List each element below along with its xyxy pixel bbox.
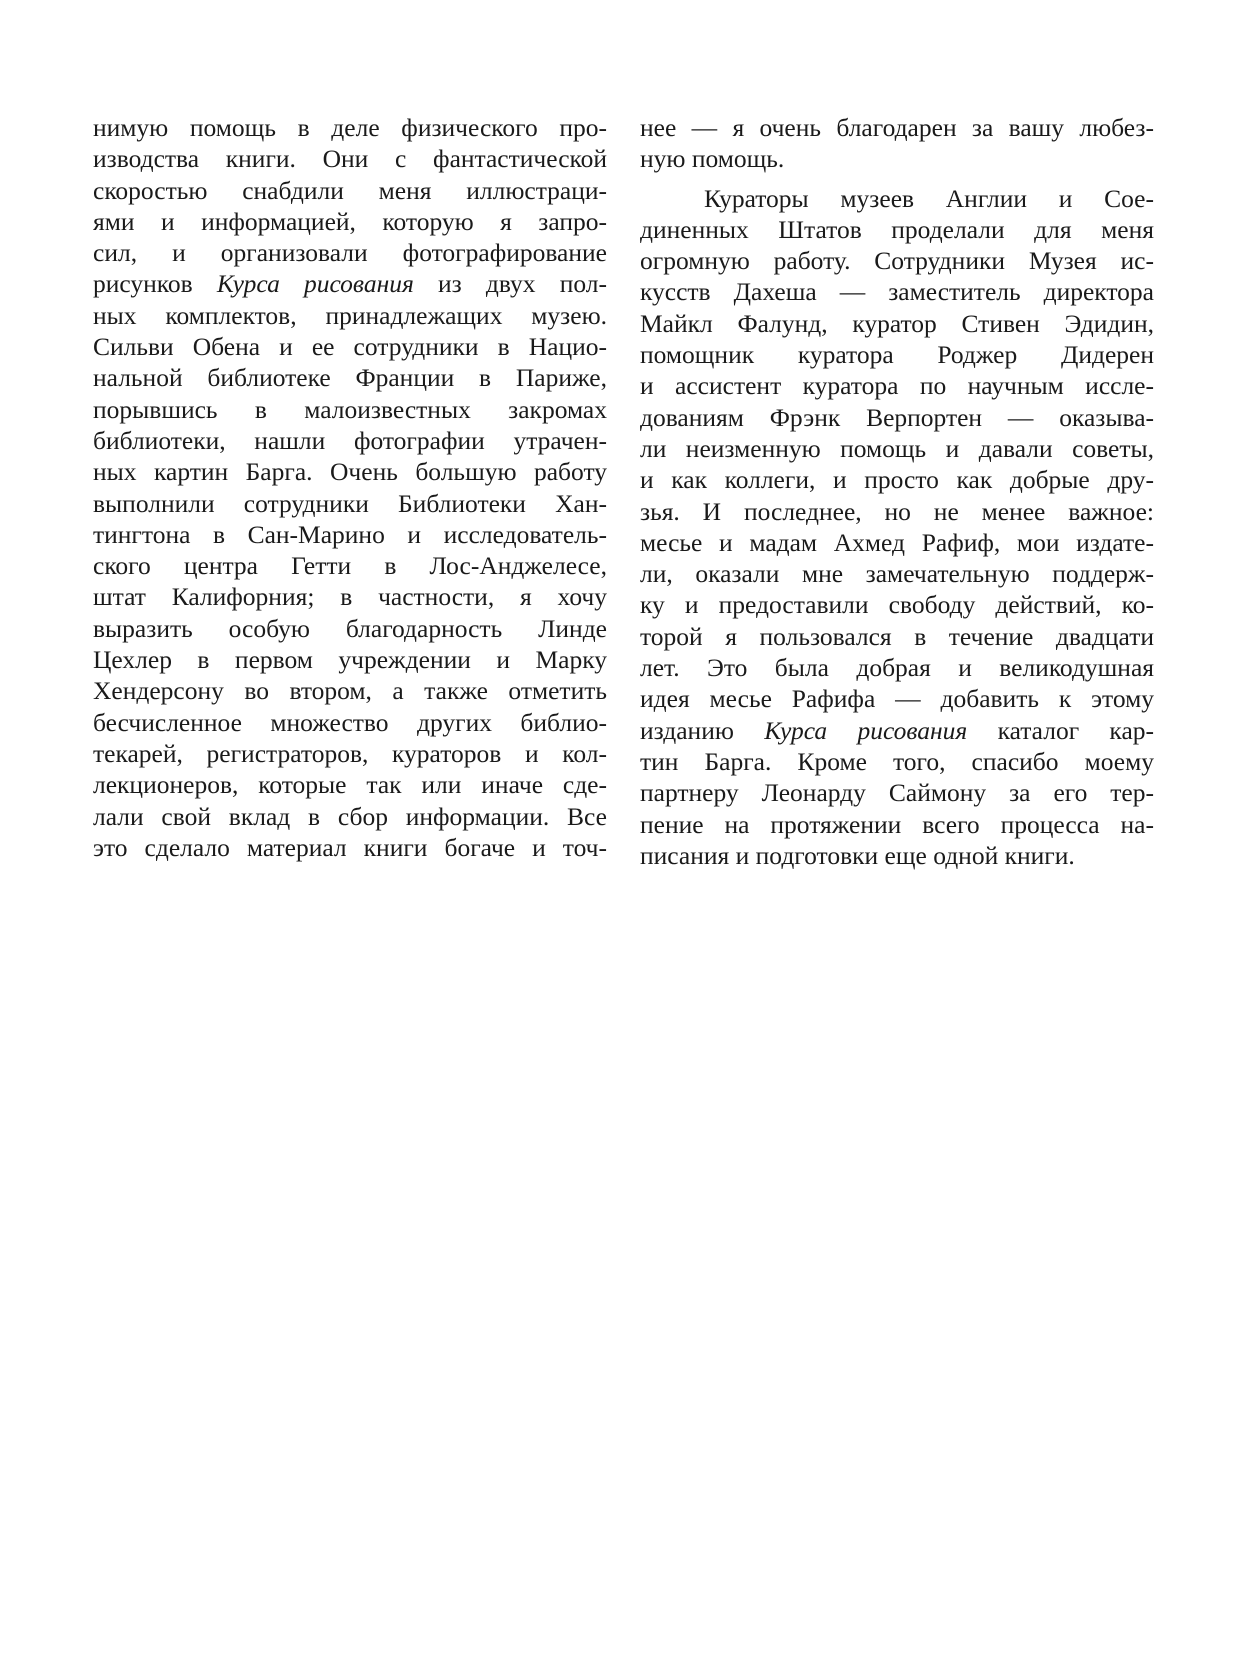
text-line: выполнили сотрудники Библиотеки Хан- [93, 488, 607, 518]
text-line: рисунков Курса рисования из двух пол- [93, 269, 608, 299]
text-line: ли, оказали мне замечательную поддерж- [640, 559, 1154, 589]
text-line: пение на протяжении всего процесса на- [640, 809, 1154, 839]
text-line: скоростью снабдили меня иллюстраци- [93, 175, 607, 205]
text-line: Кураторы музеев Англии и Сое- [704, 183, 1154, 213]
text-line: и ассистент куратора по научным иссле- [640, 371, 1154, 401]
text-line: огромную работу. Сотрудники Музея ис- [640, 246, 1154, 276]
text-line: торой я пользовался в течение двадцати [640, 621, 1154, 651]
text-line: партнеру Леонарду Саймону за его тер- [640, 778, 1154, 808]
text-line: писания и подготовки еще одной книги. [640, 840, 1075, 870]
text-line: сил, и организовали фотографирование [93, 238, 607, 268]
text-line: это сделало материал книги богаче и точ- [93, 832, 607, 862]
text-line: диненных Штатов проделали для меня [640, 214, 1154, 244]
paragraph-gap [640, 175, 1154, 183]
text-line: нальной библиотеке Франции в Париже, [93, 363, 607, 393]
text-line: дованиям Фрэнк Верпортен — оказыва- [640, 402, 1154, 432]
text-line: нее — я очень благодарен за вашу любез- [640, 113, 1154, 142]
text-line: идея месье Рафифа — добавить к этому [640, 684, 1154, 714]
text-line: ную помощь. [640, 144, 785, 174]
text-line: помощник куратора Роджер Дидерен [640, 340, 1154, 370]
text-line: Хендерсону во втором, а также отметить [93, 676, 607, 706]
book-title-italic: Курса рисования [216, 269, 414, 299]
text-line: месье и мадам Ахмед Рафиф, мои издате- [640, 527, 1154, 557]
text-line: лекционеров, которые так или иначе сде- [93, 770, 607, 800]
text-line: ных комплектов, принадлежащих музею. [93, 300, 607, 330]
text-line: нимую помощь в деле физического про- [93, 113, 607, 142]
text-line: порывшись в малоизвестных закромах [93, 394, 607, 424]
text-line: ями и информацией, которую я запро- [93, 206, 607, 236]
text-line: кусств Дахеша — заместитель директора [640, 277, 1154, 307]
text-line: Сильви Обена и ее сотрудники в Нацио- [93, 332, 607, 362]
right-text-column [640, 112, 1154, 871]
text-line: библиотеки, нашли фотографии утрачен- [93, 425, 607, 455]
text-line: текарей, регистраторов, кураторов и кол- [93, 738, 607, 768]
text-line: изданию Курса рисования каталог кар- [640, 715, 1154, 745]
text-line: зья. И последнее, но не менее важное: [640, 496, 1154, 526]
book-title-italic: Курса рисования [764, 715, 968, 745]
text-line: выразить особую благодарность Линде [93, 613, 607, 643]
text-line: ли неизменную помощь и давали советы, [640, 433, 1154, 463]
text-line: лали свой вклад в сбор информации. Все [93, 801, 607, 831]
text-line: тин Барга. Кроме того, спасибо моему [640, 746, 1154, 776]
text-line: Цехлер в первом учреждении и Марку [93, 645, 607, 675]
text-line: ского центра Гетти в Лос-Анджелесе, [93, 551, 607, 581]
text-line: ных картин Барга. Очень большую работу [93, 457, 607, 487]
text-line: лет. Это была добрая и великодушная [640, 653, 1154, 683]
text-line: Майкл Фалунд, куратор Стивен Эдидин, [640, 308, 1154, 338]
text-line: штат Калифорния; в частности, я хочу [93, 582, 607, 612]
text-line: ку и предоставили свободу действий, ко- [640, 590, 1154, 620]
text-line: изводства книги. Они с фантастической [93, 144, 607, 174]
text-line: тингтона в Сан-Марино и исследователь- [93, 519, 607, 549]
text-line: и как коллеги, и просто как добрые дру- [640, 465, 1154, 495]
left-text-column [93, 112, 607, 863]
text-line: бесчисленное множество других библио- [93, 707, 607, 737]
